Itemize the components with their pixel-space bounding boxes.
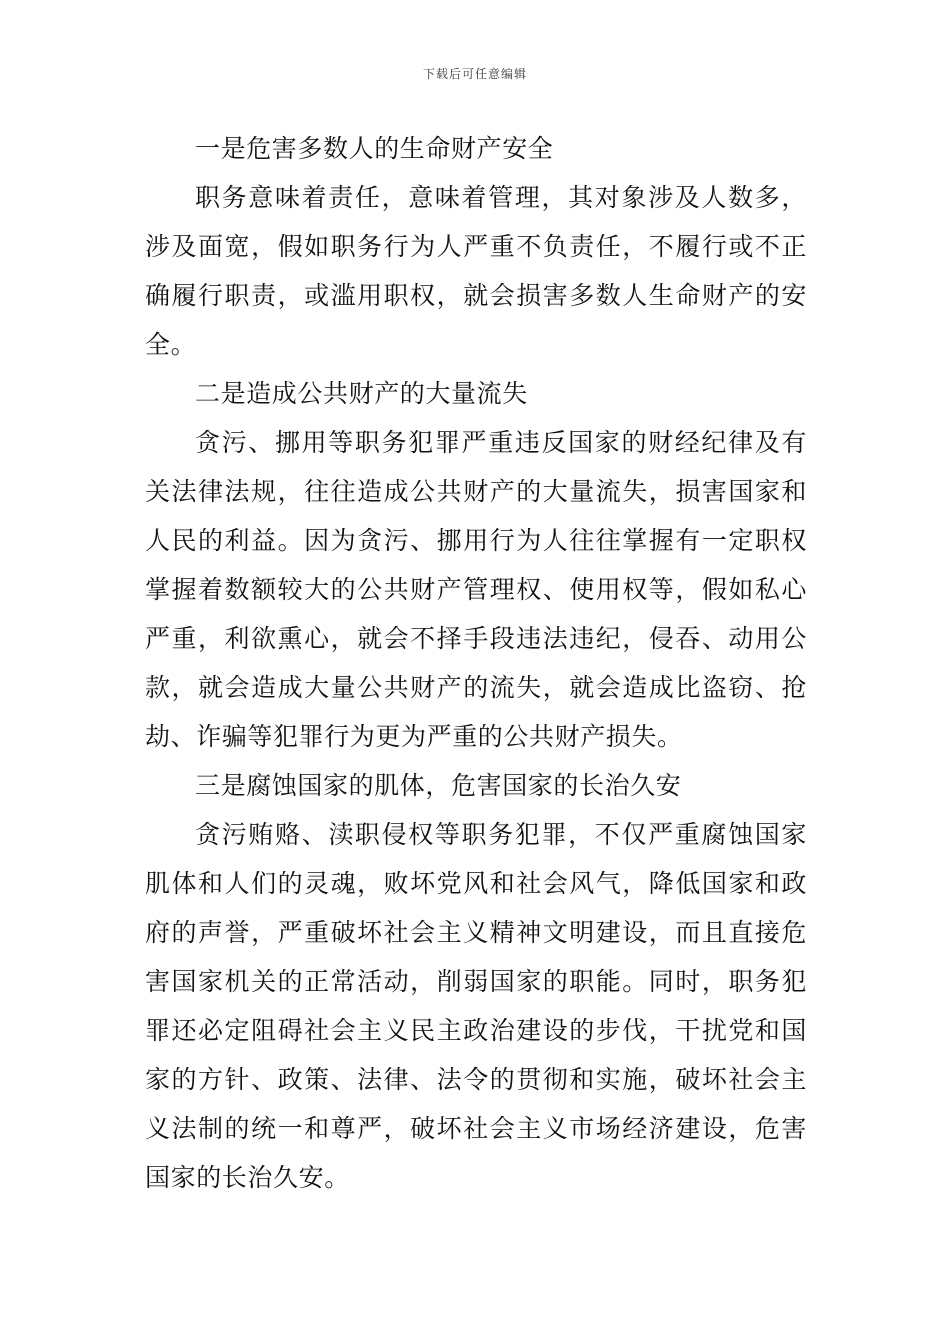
- header-note: 下载后可任意编辑: [422, 67, 527, 81]
- section-heading-1: 一是危害多数人的生命财产安全: [195, 134, 554, 163]
- section-body-2: 贪污、挪用等职务犯罪严重违反国家的财经纪律及有关法律法规，往往造成公共财产的大量流失，损害国家和人民的利益。因为贪污、挪用行为人往往掌握有一定职权掌握着数额较大的公共财产管理权、使用权等，假如私心严重，利欲熏心，就会不择手段违法违纪，侵吞、动用公款，就会造成大量公共财产的流失，就会造成比盗窃、抢劫、诈骗等犯罪行为更为严重的公共财产损失。: [145, 428, 807, 751]
- section-body-1: 职务意味着责任，意味着管理，其对象涉及人数多，涉及面宽，假如职务行为人严重不负责任，不履行或不正确履行职责，或滥用职权，就会损害多数人生命财产的安全。: [145, 183, 807, 359]
- section-heading-2: 二是造成公共财产的大量流失: [195, 379, 528, 408]
- section-heading-3: 三是腐蚀国家的肌体，危害国家的长治久安: [195, 771, 682, 800]
- section-body-3: 贪污贿赂、渎职侵权等职务犯罪，不仅严重腐蚀国家肌体和人们的灵魂，败坏党风和社会风气，降低国家和政府的声誉，严重破坏社会主义精神文明建设，而且直接危害国家机关的正常活动，削弱国家的职能。同时，职务犯罪还必定阻碍社会主义民主政治建设的步伐，干扰党和国家的方针、政策、法律、法令的贯彻和实施，破坏社会主义法制的统一和尊严，破坏社会主义市场经济建设，危害国家的长治久安。: [145, 820, 807, 1192]
- document-body: [145, 124, 807, 1202]
